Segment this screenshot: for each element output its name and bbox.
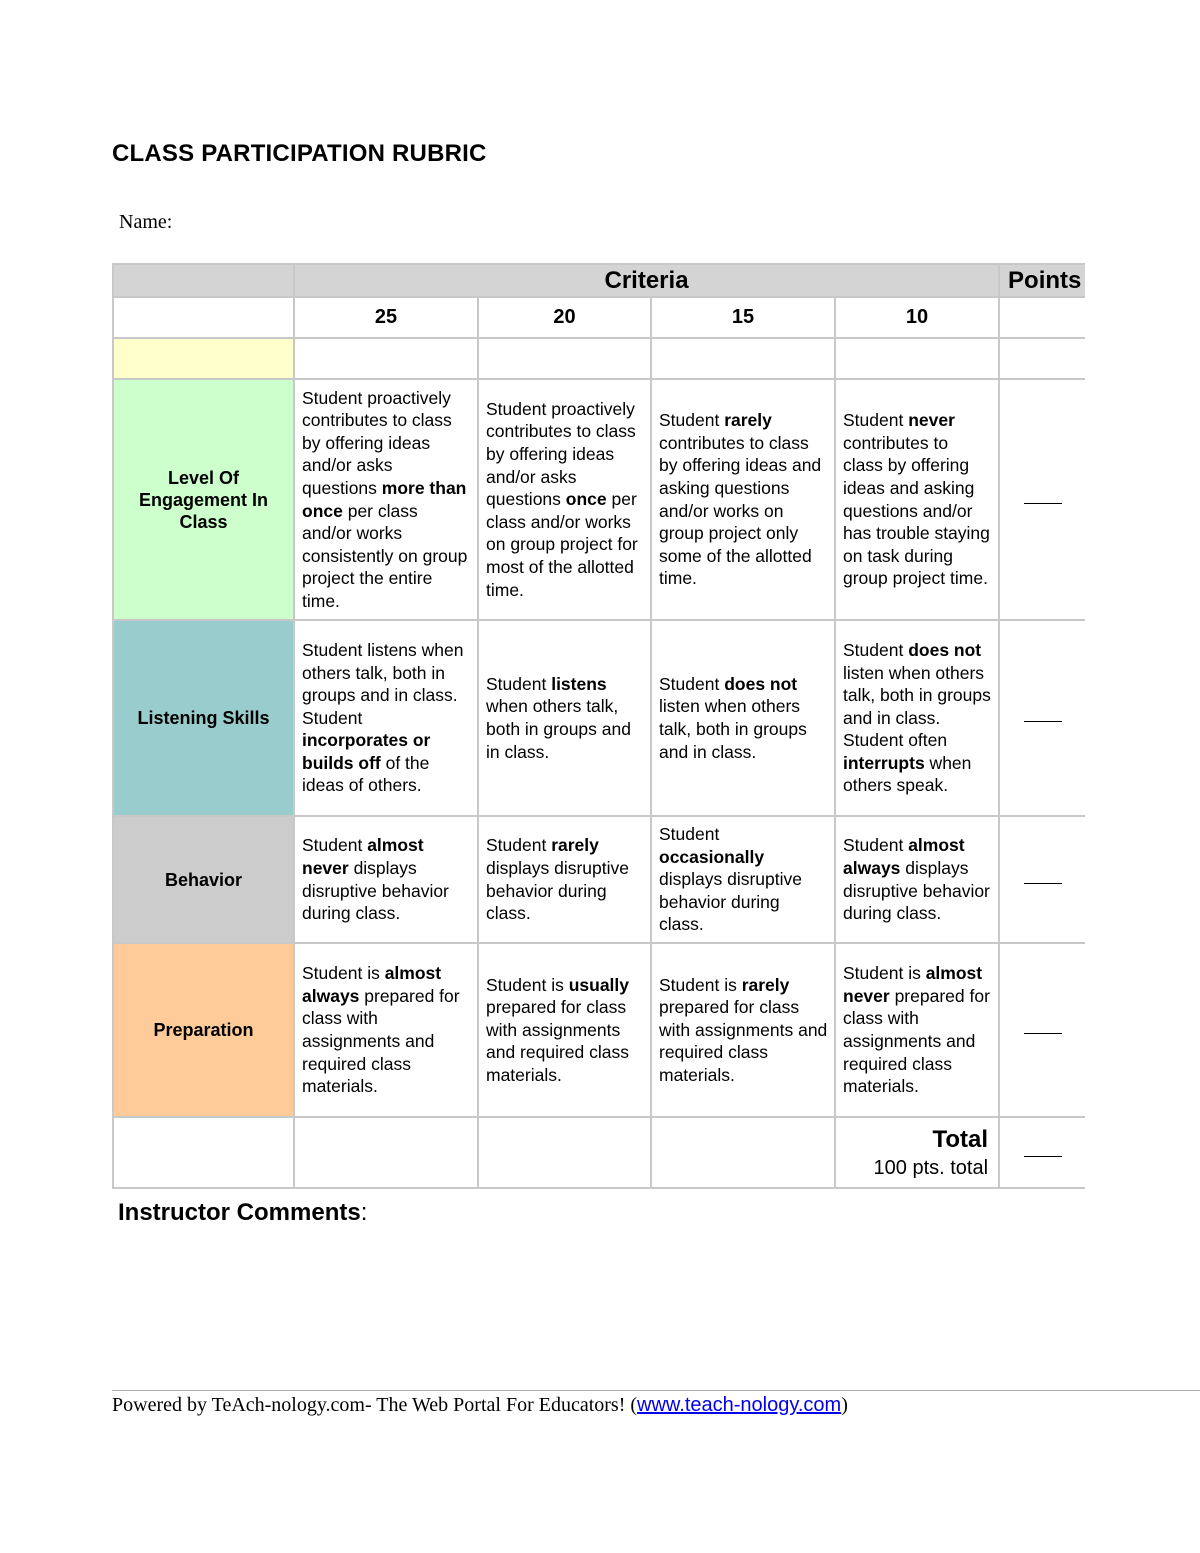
points-blank-line — [1024, 1032, 1062, 1034]
desc-cell — [651, 620, 835, 816]
total-label: Total — [932, 1125, 989, 1153]
emphasis-text: does not — [724, 673, 798, 694]
desc-text: Student is — [659, 974, 742, 995]
comments-colon: : — [360, 1199, 368, 1226]
emphasis-text: never — [908, 410, 955, 431]
desc-cell — [294, 620, 478, 816]
emphasis-text: usually — [568, 974, 630, 995]
score-points-cell — [999, 297, 1085, 338]
blank-yellow-cell — [113, 338, 294, 379]
desc-cell — [651, 943, 835, 1117]
points-field[interactable] — [999, 943, 1085, 1117]
desc-text: Student — [843, 639, 909, 660]
desc-text: of the ideas of others. — [302, 752, 430, 796]
header-row — [113, 264, 1085, 297]
footer-divider — [112, 1390, 1200, 1391]
emphasis-text: almost never — [843, 963, 983, 1006]
desc-cell — [294, 816, 478, 943]
desc-text: listen when others talk, both in groups and in class. Student often — [843, 662, 991, 751]
score-25: 25 — [294, 297, 478, 338]
emphasis-text: incorporates or builds off — [302, 730, 431, 773]
score-20: 20 — [478, 297, 651, 338]
blank-row — [113, 338, 1085, 379]
rubric-table — [112, 263, 1085, 1189]
desc-text: Student — [843, 835, 909, 856]
desc-cell — [835, 816, 999, 943]
emphasis-text: more than once — [302, 477, 467, 521]
desc-text: Student is — [486, 974, 569, 995]
blank-cell — [478, 338, 651, 379]
desc-cell — [835, 620, 999, 816]
total-row — [113, 1117, 1085, 1188]
blank-cell — [651, 338, 835, 379]
desc-text: Student proactively contributes to class by offering ideas and/or asks questions — [302, 387, 452, 498]
desc-text: Student — [843, 410, 909, 431]
desc-text: listen when others talk, both in groups and in class. — [659, 696, 807, 762]
row-engagement — [113, 379, 1085, 620]
desc-text: per class and/or works consistently on group project the entire time. — [302, 500, 468, 611]
desc-cell — [478, 943, 651, 1117]
emphasis-text: rarely — [551, 835, 599, 856]
desc-text: Student is — [302, 963, 385, 984]
page-title: CLASS PARTICIPATION RUBRIC — [112, 140, 487, 167]
criteria-header: Criteria — [294, 264, 999, 297]
desc-text: Student — [659, 673, 725, 694]
emphasis-text: occasionally — [659, 846, 765, 867]
desc-text: displays disruptive behavior during class. — [843, 857, 990, 924]
emphasis-text: once — [565, 489, 607, 510]
desc-text: prepared for class with assignments and required class materials. — [659, 997, 828, 1085]
score-15: 15 — [651, 297, 835, 338]
blank-cell — [835, 338, 999, 379]
desc-cell — [294, 379, 478, 620]
category-behavior: Behavior — [113, 816, 294, 943]
desc-text: displays disruptive behavior during class. — [486, 857, 629, 924]
desc-cell — [835, 943, 999, 1117]
points-blank-line — [1024, 502, 1062, 504]
emphasis-text: almost always — [302, 963, 442, 1006]
total-cell — [835, 1117, 999, 1188]
emphasis-text: listens — [551, 673, 607, 694]
category-engagement: Level Of Engagement In Class — [113, 379, 294, 620]
comments-label-text: Instructor Comments — [118, 1199, 361, 1226]
desc-cell — [294, 943, 478, 1117]
points-field[interactable] — [999, 379, 1085, 620]
desc-text: when others speak. — [843, 752, 972, 796]
footer-text: Powered by TeAch-nology.com- The Web Portal For Educators! ( — [112, 1394, 638, 1416]
desc-text: contributes to class by offering ideas and asking questions and/or works on group project only some of the allotted time. — [659, 432, 822, 589]
header-blank-cell — [113, 264, 294, 297]
blank-cell — [478, 1117, 651, 1188]
row-behavior — [113, 816, 1085, 943]
desc-text: Student — [659, 824, 720, 845]
points-header: Points — [999, 264, 1085, 297]
name-label: Name: — [119, 211, 173, 233]
row-listening — [113, 620, 1085, 816]
blank-cell — [294, 1117, 478, 1188]
desc-cell — [478, 816, 651, 943]
blank-cell — [651, 1117, 835, 1188]
points-field[interactable] — [999, 816, 1085, 943]
points-blank-line — [1024, 882, 1062, 884]
category-preparation: Preparation — [113, 943, 294, 1117]
desc-text: contributes to class by offering ideas and asking questions and/or has trouble staying on task during group project time. — [843, 432, 990, 589]
category-listening: Listening Skills — [113, 620, 294, 816]
desc-text: Student proactively contributes to class by offering ideas and/or asks questions — [486, 398, 636, 510]
points-blank-line — [1024, 1155, 1062, 1157]
blank-cell — [294, 338, 478, 379]
desc-text: prepared for class with assignments and required class materials. — [302, 985, 460, 1097]
emphasis-text: does not — [908, 639, 982, 660]
desc-text: Student — [302, 835, 368, 856]
blank-cell — [113, 1117, 294, 1188]
desc-text: per class and/or works on group project for most of the allotted time. — [486, 489, 638, 600]
emphasis-text: almost always — [843, 835, 965, 878]
desc-text: prepared for class with assignments and required class materials. — [843, 985, 990, 1097]
desc-text: displays disruptive behavior during class. — [659, 869, 802, 935]
desc-text: Student listens when others talk, both in groups and in class. Student — [302, 639, 464, 728]
score-10: 10 — [835, 297, 999, 338]
desc-cell — [478, 379, 651, 620]
points-field[interactable] — [999, 620, 1085, 816]
desc-text: when others talk, both in groups and in class. — [486, 696, 631, 762]
desc-text: Student — [659, 410, 725, 431]
total-points-field[interactable] — [999, 1117, 1085, 1188]
footer-link[interactable]: www.teach-nology.com — [637, 1394, 842, 1416]
desc-text: prepared for class with assignments and required class materials. — [486, 997, 629, 1085]
blank-cell — [999, 338, 1085, 379]
desc-cell — [651, 816, 835, 943]
desc-cell — [651, 379, 835, 620]
desc-text: Student — [486, 835, 552, 856]
desc-text: displays disruptive behavior during class. — [302, 857, 449, 924]
desc-text: Student — [486, 673, 552, 694]
footer-close: ) — [841, 1394, 848, 1416]
emphasis-text: interrupts — [843, 752, 925, 773]
points-blank-line — [1024, 720, 1062, 722]
emphasis-text: rarely — [741, 974, 790, 995]
desc-text: Student is — [843, 963, 926, 984]
score-blank-cell — [113, 297, 294, 338]
footer — [112, 1394, 848, 1417]
total-subtitle: 100 pts. total — [873, 1156, 989, 1179]
emphasis-text: rarely — [724, 410, 772, 431]
instructor-comments-label — [118, 1199, 367, 1227]
score-row — [113, 297, 1085, 338]
row-preparation — [113, 943, 1085, 1117]
emphasis-text: almost never — [302, 835, 424, 878]
desc-cell — [478, 620, 651, 816]
desc-cell — [835, 379, 999, 620]
